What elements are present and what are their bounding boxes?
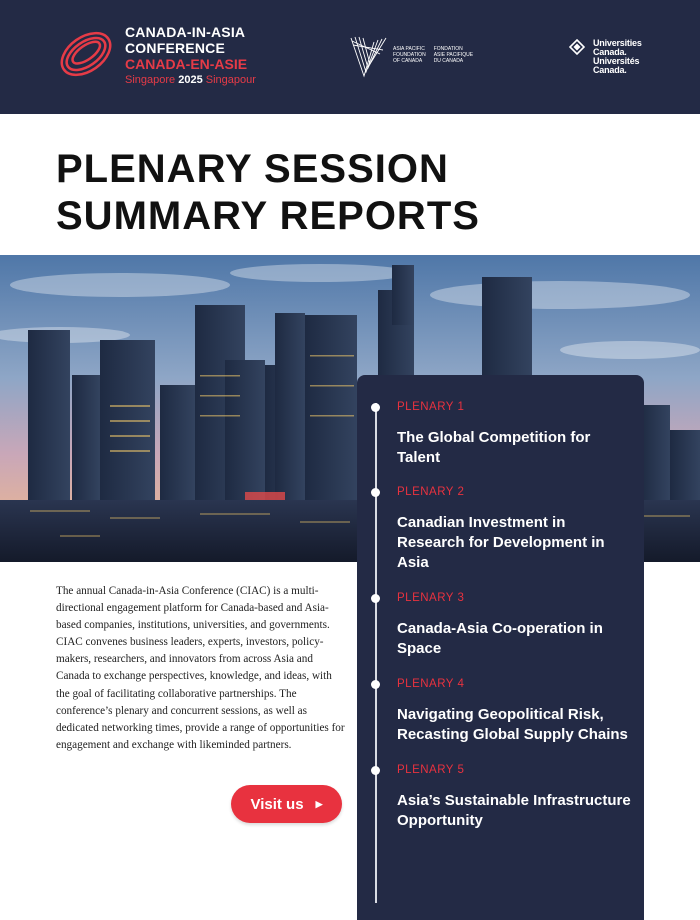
conference-name-line2: CONFERENCE — [125, 40, 226, 56]
universities-canada-name — [593, 39, 642, 75]
plenary-item-3[interactable] — [397, 591, 632, 659]
page-title-line1: PLENARY SESSION — [56, 147, 449, 191]
timeline-dot — [371, 488, 380, 497]
conference-name-line1: CANADA-IN-ASIA — [125, 24, 246, 40]
play-arrow-icon: ▶ — [315, 798, 323, 809]
plenary-item-1[interactable] — [397, 400, 632, 468]
apf-name-en: ASIA PACIFIC FOUNDATION OF CANADA — [393, 46, 426, 64]
page-title-line2: SUMMARY REPORTS — [56, 194, 480, 238]
plenary-label: PLENARY 2 — [397, 486, 465, 498]
plenary-label: PLENARY 5 — [397, 764, 465, 776]
page-title — [56, 146, 480, 240]
timeline-dot — [371, 680, 380, 689]
plenary-title: Canadian Investment in Research for Development in Asia — [397, 514, 605, 571]
plenary-panel — [357, 375, 644, 920]
location-suffix: Singapour — [205, 74, 256, 86]
apf-logo-icon — [350, 36, 390, 78]
plenary-item-5[interactable] — [397, 763, 632, 831]
timeline-dot — [371, 594, 380, 603]
plenary-item-4[interactable] — [397, 677, 632, 745]
timeline-dot — [371, 403, 380, 412]
visit-us-button[interactable] — [231, 785, 342, 823]
conference-year: 2025 — [178, 74, 203, 86]
uc-line3: Universités — [593, 56, 640, 66]
uc-line1: Universities — [593, 38, 642, 48]
plenary-label: PLENARY 4 — [397, 678, 465, 690]
plenary-title: Navigating Geopolitical Risk, Recasting Global Supply Chains — [397, 706, 628, 743]
header-banner — [0, 0, 700, 114]
plenary-title: The Global Competition for Talent — [397, 429, 591, 466]
conference-name-fr: CANADA-EN-ASIE — [125, 56, 248, 72]
timeline-line — [375, 403, 377, 903]
uc-line4: Canada. — [593, 65, 627, 75]
plenary-title: Asia’s Sustainable Infrastructure Opportunity — [397, 792, 631, 829]
plenary-label: PLENARY 1 — [397, 401, 465, 413]
intro-paragraph: The annual Canada-in-Asia Conference (CIAC) is a multi-directional engagement platform for Canada-based and Asia-based companies, institutions, universities, and governments. CIAC convenes business leaders, experts, investors, policy-makers, researchers, and innovators from across Asia and Canada to exchange perspectives, knowledge, and ideas, with the goal of facilitating collaborative partnerships. The conference’s plenary and concurrent sessions, as well as dedicated networking times, provide a range of opportunities for engagement and exchange with likeminded partners. — [56, 585, 345, 751]
plenary-item-2[interactable] — [397, 485, 632, 573]
visit-us-label: Visit us — [250, 795, 304, 813]
universities-canada-logo-icon — [569, 39, 585, 55]
conference-location — [125, 72, 256, 88]
ciac-logo-icon — [56, 24, 116, 84]
plenary-title: Canada-Asia Co-operation in Space — [397, 620, 603, 657]
location-prefix: Singapore — [125, 74, 176, 86]
apf-name — [393, 46, 473, 64]
uc-line2: Canada. — [593, 47, 627, 57]
conference-name — [125, 24, 256, 88]
plenary-label: PLENARY 3 — [397, 592, 465, 604]
apf-name-fr: FONDATION ASIE PACIFIQUE DU CANADA — [433, 46, 474, 64]
timeline-dot — [371, 766, 380, 775]
